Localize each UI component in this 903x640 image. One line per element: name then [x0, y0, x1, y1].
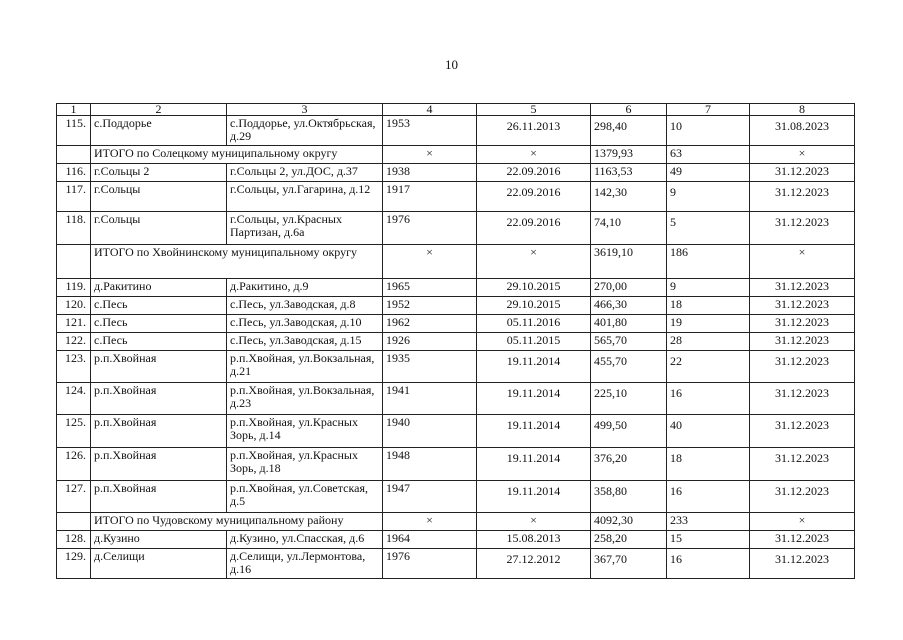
year-cell: ×	[383, 146, 477, 164]
deadline-cell: 31.12.2023	[750, 212, 855, 245]
area-cell: 1163,53	[591, 164, 667, 182]
year-cell: 1938	[383, 164, 477, 182]
address-cell: р.п.Хвойная, ул.Советская, д.5	[227, 481, 383, 513]
table-row	[57, 297, 855, 315]
deadline-cell: 31.12.2023	[750, 182, 855, 212]
date-cell: 22.09.2016	[477, 212, 591, 245]
year-cell: 1964	[383, 531, 477, 549]
table-row	[57, 549, 855, 579]
empty-cell	[57, 146, 91, 164]
count-cell: 16	[667, 549, 750, 579]
date-cell: 26.11.2013	[477, 116, 591, 146]
page-number: 10	[445, 57, 458, 72]
area-cell: 376,20	[591, 448, 667, 481]
locality-cell: с.Песь	[91, 333, 227, 351]
total-row	[57, 146, 855, 164]
area-cell: 225,10	[591, 383, 667, 415]
row-number: 121.	[57, 315, 91, 333]
table-row	[57, 116, 855, 146]
total-label: ИТОГО по Чудовскому муниципальному району	[91, 513, 383, 531]
date-cell: 19.11.2014	[477, 383, 591, 415]
locality-cell: д.Ракитино	[91, 279, 227, 297]
count-cell: 28	[667, 333, 750, 351]
locality-cell: с.Поддорье	[91, 116, 227, 146]
date-cell: 22.09.2016	[477, 164, 591, 182]
area-cell: 298,40	[591, 116, 667, 146]
row-number: 126.	[57, 448, 91, 481]
empty-cell	[57, 245, 91, 279]
header-cell: 5	[477, 104, 591, 116]
deadline-cell: 31.12.2023	[750, 415, 855, 448]
row-number: 128.	[57, 531, 91, 549]
date-cell: 29.10.2015	[477, 279, 591, 297]
total-row	[57, 245, 855, 279]
area-cell: 358,80	[591, 481, 667, 513]
header-cell: 8	[750, 104, 855, 116]
count-cell: 40	[667, 415, 750, 448]
area-cell: 499,50	[591, 415, 667, 448]
row-number: 124.	[57, 383, 91, 415]
locality-cell: г.Сольцы	[91, 212, 227, 245]
year-cell: 1935	[383, 351, 477, 383]
deadline-cell: 31.12.2023	[750, 164, 855, 182]
table-row	[57, 481, 855, 513]
table-row	[57, 448, 855, 481]
table-row	[57, 415, 855, 448]
address-cell: г.Сольцы, ул.Красных Партизан, д.6а	[227, 212, 383, 245]
header-cell: 3	[227, 104, 383, 116]
date-cell: ×	[477, 513, 591, 531]
row-number: 118.	[57, 212, 91, 245]
deadline-cell: 31.12.2023	[750, 448, 855, 481]
address-cell: с.Песь, ул.Заводская, д.10	[227, 315, 383, 333]
date-cell: 19.11.2014	[477, 448, 591, 481]
year-cell: 1952	[383, 297, 477, 315]
area-cell: 455,70	[591, 351, 667, 383]
year-cell: 1941	[383, 383, 477, 415]
row-number: 127.	[57, 481, 91, 513]
housing-table	[56, 103, 855, 579]
empty-cell	[57, 513, 91, 531]
table-row	[57, 333, 855, 351]
address-cell: с.Песь, ул.Заводская, д.8	[227, 297, 383, 315]
address-cell: г.Сольцы, ул.Гагарина, д.12	[227, 182, 383, 212]
locality-cell: г.Сольцы	[91, 182, 227, 212]
count-cell: 63	[667, 146, 750, 164]
total-row	[57, 513, 855, 531]
row-number: 119.	[57, 279, 91, 297]
year-cell: 1926	[383, 333, 477, 351]
locality-cell: р.п.Хвойная	[91, 383, 227, 415]
table-row	[57, 315, 855, 333]
count-cell: 15	[667, 531, 750, 549]
area-cell: 74,10	[591, 212, 667, 245]
deadline-cell: 31.12.2023	[750, 297, 855, 315]
date-cell: 15.08.2013	[477, 531, 591, 549]
address-cell: д.Кузино, ул.Спасская, д.6	[227, 531, 383, 549]
year-cell: ×	[383, 245, 477, 279]
deadline-cell: 31.12.2023	[750, 481, 855, 513]
table-header-row	[57, 104, 855, 116]
total-label: ИТОГО по Солецкому муниципальному округу	[91, 146, 383, 164]
deadline-cell: 31.12.2023	[750, 351, 855, 383]
locality-cell: р.п.Хвойная	[91, 481, 227, 513]
count-cell: 186	[667, 245, 750, 279]
locality-cell: д.Кузино	[91, 531, 227, 549]
deadline-cell: 31.12.2023	[750, 333, 855, 351]
address-cell: г.Сольцы 2, ул.ДОС, д.37	[227, 164, 383, 182]
date-cell: 19.11.2014	[477, 351, 591, 383]
year-cell: ×	[383, 513, 477, 531]
count-cell: 16	[667, 481, 750, 513]
count-cell: 16	[667, 383, 750, 415]
table-row	[57, 279, 855, 297]
date-cell: 29.10.2015	[477, 297, 591, 315]
row-number: 125.	[57, 415, 91, 448]
row-number: 129.	[57, 549, 91, 579]
year-cell: 1948	[383, 448, 477, 481]
deadline-cell: ×	[750, 245, 855, 279]
area-cell: 466,30	[591, 297, 667, 315]
year-cell: 1965	[383, 279, 477, 297]
address-cell: р.п.Хвойная, ул.Красных Зорь, д.18	[227, 448, 383, 481]
row-number: 120.	[57, 297, 91, 315]
count-cell: 9	[667, 279, 750, 297]
locality-cell: р.п.Хвойная	[91, 351, 227, 383]
area-cell: 142,30	[591, 182, 667, 212]
deadline-cell: 31.12.2023	[750, 279, 855, 297]
date-cell: 05.11.2015	[477, 333, 591, 351]
address-cell: д.Ракитино, д.9	[227, 279, 383, 297]
header-cell: 2	[91, 104, 227, 116]
date-cell: ×	[477, 146, 591, 164]
count-cell: 18	[667, 448, 750, 481]
area-cell: 367,70	[591, 549, 667, 579]
area-cell: 1379,93	[591, 146, 667, 164]
count-cell: 5	[667, 212, 750, 245]
locality-cell: г.Сольцы 2	[91, 164, 227, 182]
count-cell: 49	[667, 164, 750, 182]
locality-cell: р.п.Хвойная	[91, 415, 227, 448]
row-number: 117.	[57, 182, 91, 212]
count-cell: 233	[667, 513, 750, 531]
table-row	[57, 531, 855, 549]
year-cell: 1917	[383, 182, 477, 212]
area-cell: 270,00	[591, 279, 667, 297]
locality-cell: д.Селищи	[91, 549, 227, 579]
locality-cell: с.Песь	[91, 315, 227, 333]
area-cell: 565,70	[591, 333, 667, 351]
date-cell: 05.11.2016	[477, 315, 591, 333]
count-cell: 19	[667, 315, 750, 333]
deadline-cell: 31.08.2023	[750, 116, 855, 146]
locality-cell: р.п.Хвойная	[91, 448, 227, 481]
table-row	[57, 164, 855, 182]
year-cell: 1947	[383, 481, 477, 513]
address-cell: с.Поддорье, ул.Октябрьская, д.29	[227, 116, 383, 146]
count-cell: 9	[667, 182, 750, 212]
address-cell: д.Селищи, ул.Лермонтова, д.16	[227, 549, 383, 579]
table-row	[57, 182, 855, 212]
header-cell: 1	[57, 104, 91, 116]
area-cell: 401,80	[591, 315, 667, 333]
row-number: 116.	[57, 164, 91, 182]
table-row	[57, 212, 855, 245]
date-cell: 22.09.2016	[477, 182, 591, 212]
row-number: 123.	[57, 351, 91, 383]
locality-cell: с.Песь	[91, 297, 227, 315]
row-number: 122.	[57, 333, 91, 351]
address-cell: р.п.Хвойная, ул.Вокзальная, д.23	[227, 383, 383, 415]
count-cell: 22	[667, 351, 750, 383]
address-cell: р.п.Хвойная, ул.Вокзальная, д.21	[227, 351, 383, 383]
count-cell: 10	[667, 116, 750, 146]
year-cell: 1953	[383, 116, 477, 146]
year-cell: 1976	[383, 549, 477, 579]
year-cell: 1962	[383, 315, 477, 333]
header-cell: 7	[667, 104, 750, 116]
address-cell: с.Песь, ул.Заводская, д.15	[227, 333, 383, 351]
date-cell: 19.11.2014	[477, 415, 591, 448]
address-cell: р.п.Хвойная, ул.Красных Зорь, д.14	[227, 415, 383, 448]
deadline-cell: 31.12.2023	[750, 549, 855, 579]
table-row	[57, 351, 855, 383]
date-cell: ×	[477, 245, 591, 279]
year-cell: 1976	[383, 212, 477, 245]
row-number: 115.	[57, 116, 91, 146]
deadline-cell: ×	[750, 513, 855, 531]
header-cell: 4	[383, 104, 477, 116]
table-row	[57, 383, 855, 415]
count-cell: 18	[667, 297, 750, 315]
total-label: ИТОГО по Хвойнинскому муниципальному округу	[91, 245, 383, 279]
date-cell: 19.11.2014	[477, 481, 591, 513]
deadline-cell: 31.12.2023	[750, 315, 855, 333]
deadline-cell: 31.12.2023	[750, 383, 855, 415]
deadline-cell: 31.12.2023	[750, 531, 855, 549]
area-cell: 4092,30	[591, 513, 667, 531]
year-cell: 1940	[383, 415, 477, 448]
area-cell: 258,20	[591, 531, 667, 549]
date-cell: 27.12.2012	[477, 549, 591, 579]
area-cell: 3619,10	[591, 245, 667, 279]
table-body	[57, 104, 855, 579]
header-cell: 6	[591, 104, 667, 116]
deadline-cell: ×	[750, 146, 855, 164]
